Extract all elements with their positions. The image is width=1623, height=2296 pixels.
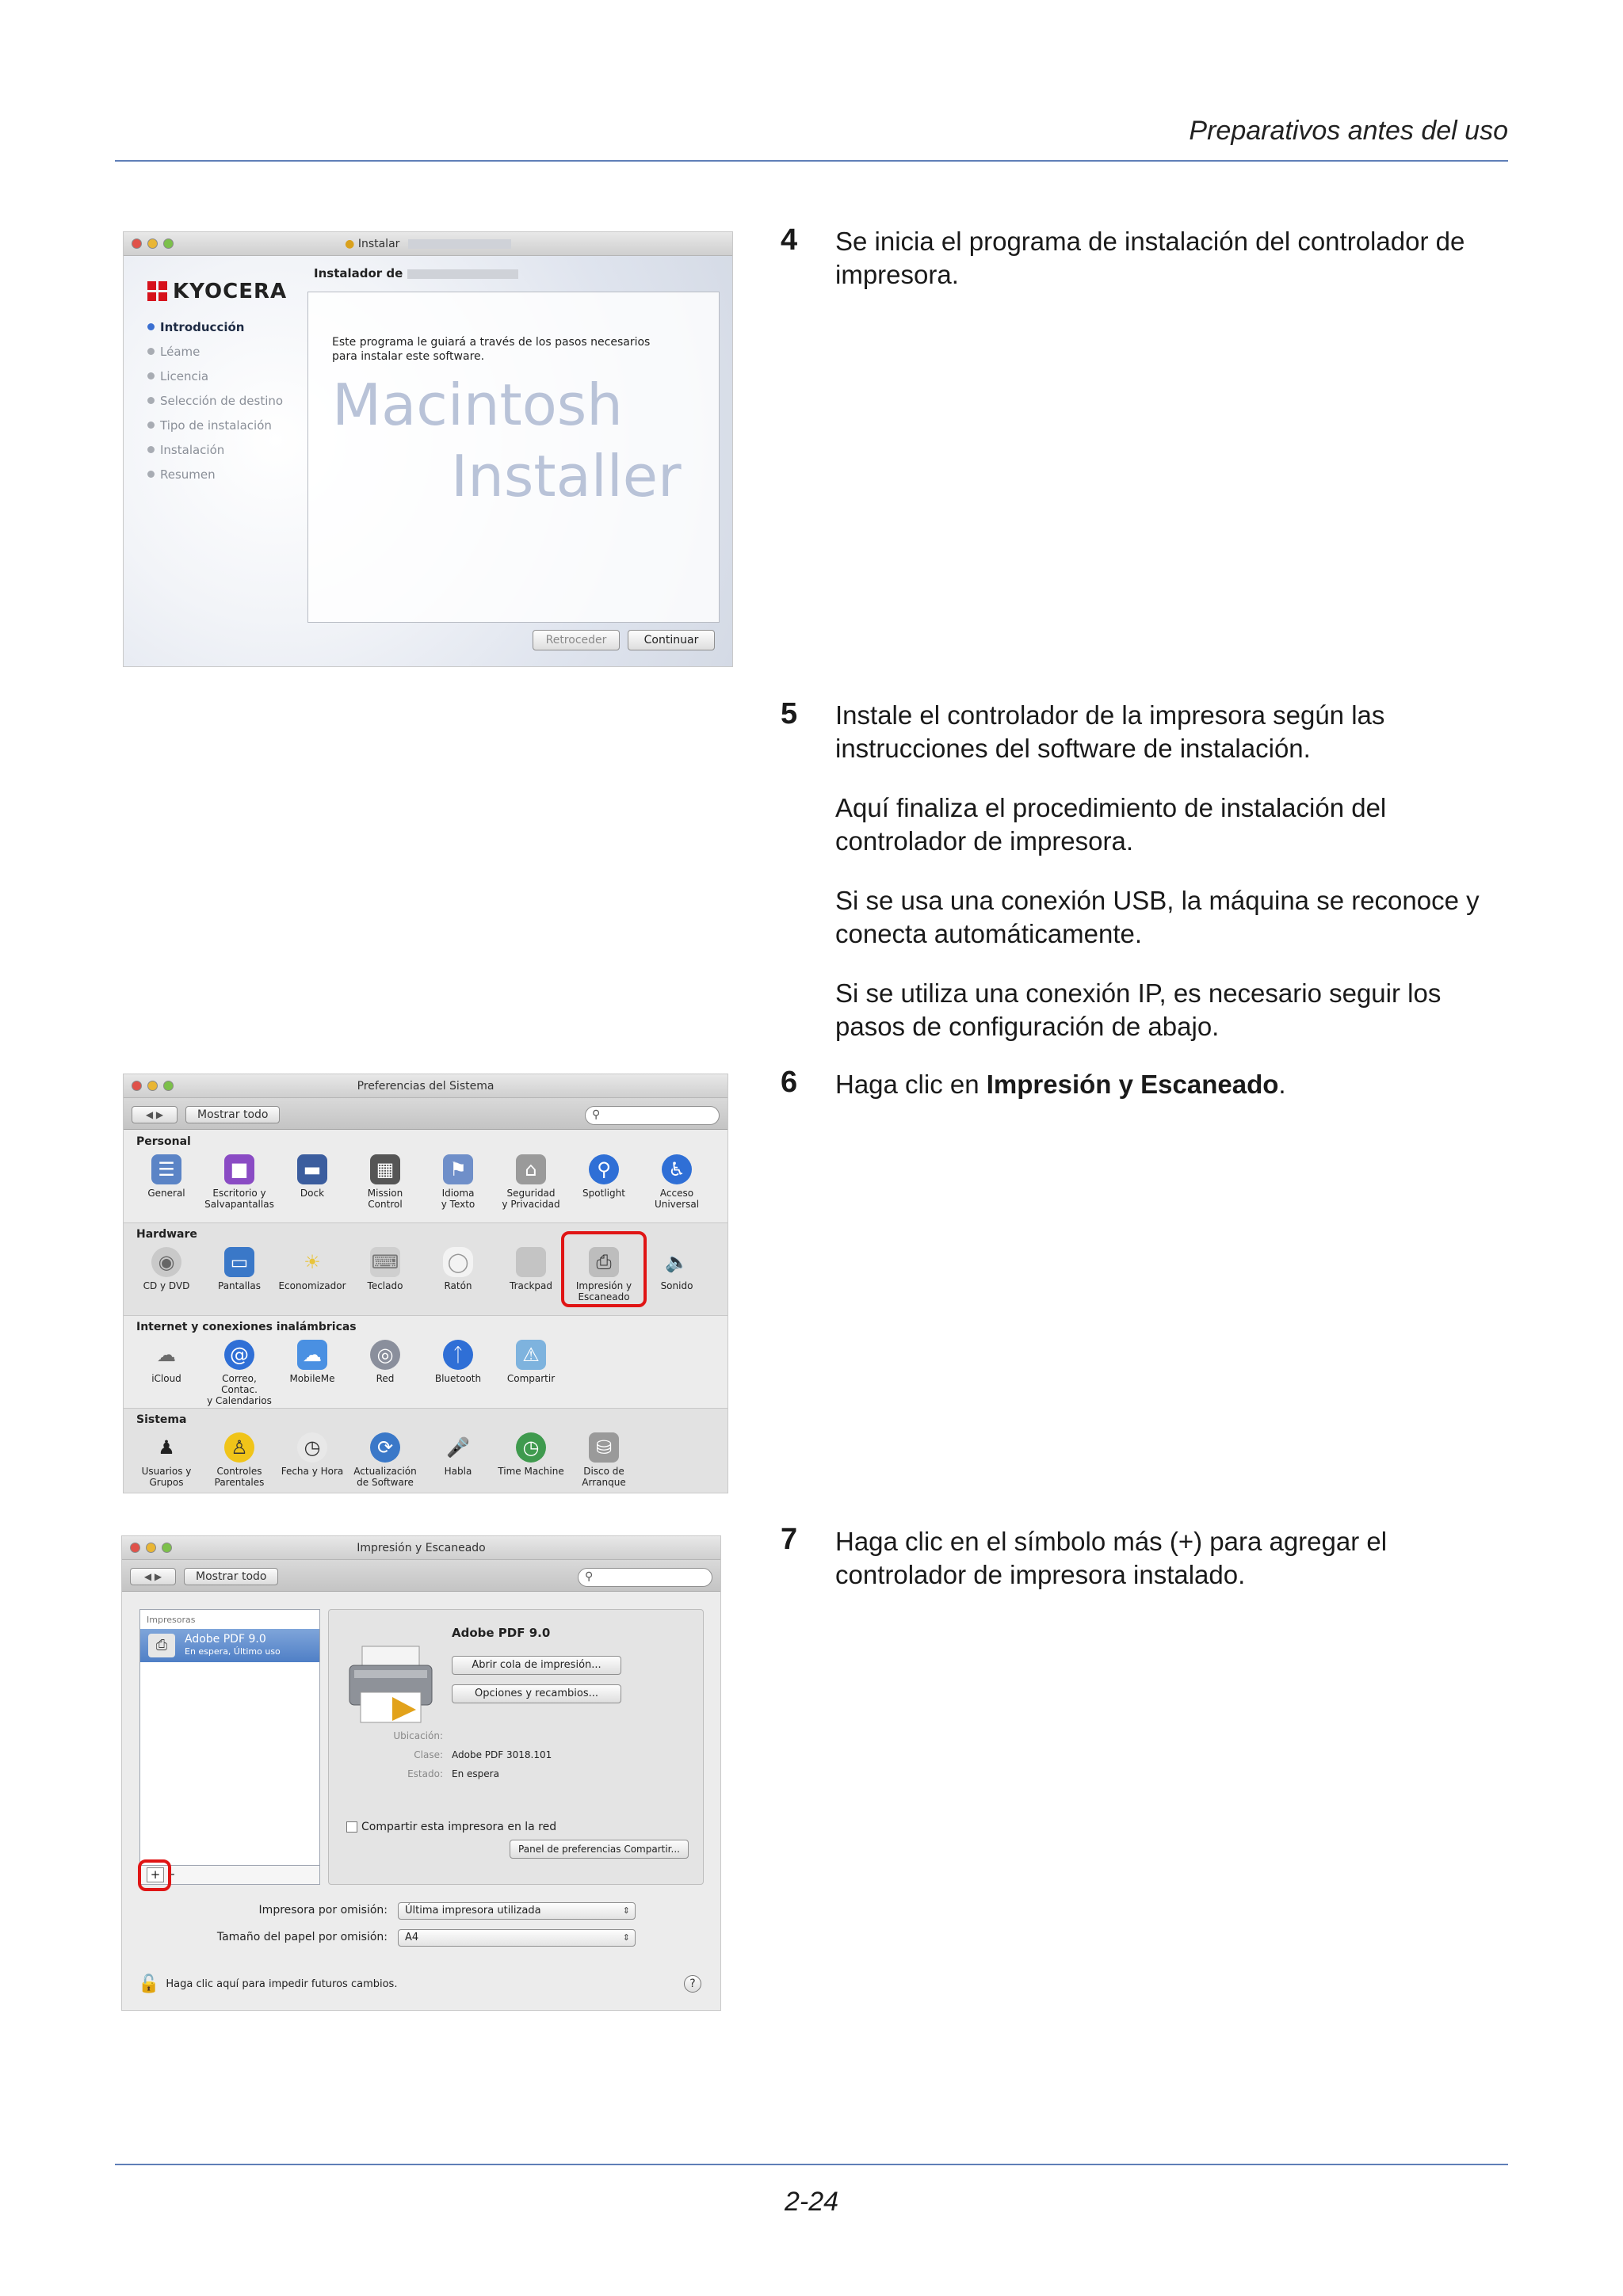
pref-spotlight[interactable]: ⚲ Spotlight	[567, 1154, 640, 1199]
back-forward-buttons[interactable]: ◀ ▶	[130, 1568, 176, 1585]
pref-mobileme[interactable]: ☁ MobileMe	[276, 1340, 349, 1384]
pref-mail[interactable]: @ Correo, Contac. y Calendarios	[203, 1340, 276, 1406]
mission-control-icon: ▦	[370, 1154, 400, 1184]
desktop-icon: ■	[224, 1154, 254, 1184]
cd-icon: ◉	[151, 1247, 181, 1277]
dock-icon: ▬	[297, 1154, 327, 1184]
section-hardware: Hardware ◉ CD y DVD ▭ Pantallas ☀ Economizador ⌨ Teclado ◯ Ratón ■ Trackpad ⎙ Impresión y Escaneado 🔈 Sonido	[124, 1223, 727, 1316]
updown-arrow-icon: ⇕	[622, 1932, 630, 1943]
sharing-folder-icon: ⚠	[516, 1340, 546, 1370]
pref-icloud[interactable]: ☁ iCloud	[130, 1340, 203, 1384]
step-text: Haga clic en Impresión y Escaneado.	[835, 1070, 1286, 1099]
installer-step: Léame	[147, 339, 283, 364]
pref-parental[interactable]: ♙ Controles Parentales	[203, 1432, 276, 1488]
clock-icon: ◷	[297, 1432, 327, 1463]
paper-size-label: Tamaño del papel por omisión:	[216, 1931, 388, 1943]
help-button[interactable]: ?	[684, 1975, 701, 1993]
pref-dock[interactable]: ▬ Dock	[276, 1154, 349, 1199]
show-all-button[interactable]: Mostrar todo	[184, 1568, 278, 1585]
pref-print-scan[interactable]: ⎙ Impresión y Escaneado	[567, 1247, 640, 1302]
installer-watermark-installer: Installer	[451, 443, 682, 509]
keyboard-icon: ⌨	[370, 1247, 400, 1277]
printer-image	[346, 1642, 435, 1729]
house-lock-icon: ⌂	[516, 1154, 546, 1184]
pref-mouse[interactable]: ◯ Ratón	[422, 1247, 495, 1291]
pref-users[interactable]: ♟ Usuarios y Grupos	[130, 1432, 203, 1488]
installer-step: Tipo de instalación	[147, 413, 283, 437]
class-label: Clase:	[414, 1749, 443, 1760]
default-printer-label: Impresora por omisión:	[258, 1904, 388, 1917]
section-internet: Internet y conexiones inalámbricas ☁ iCloud @ Correo, Contac. y Calendarios ☁ MobileMe ◎ Red ᛏ Bluetooth ⚠ Compartir	[124, 1316, 727, 1409]
pref-general[interactable]: ☰ General	[130, 1154, 203, 1199]
options-supplies-button[interactable]: Opciones y recambios...	[452, 1684, 621, 1703]
printer-list[interactable]	[139, 1609, 320, 1866]
pref-software-update[interactable]: ⟳ Actualización de Software	[349, 1432, 422, 1488]
installer-watermark-macintosh: Macintosh	[332, 372, 623, 438]
open-print-queue-button[interactable]: Abrir cola de impresión...	[452, 1656, 621, 1675]
step-text: Instale el controlador de la impresora según las instrucciones del software de instalación. Aquí finaliza el procedimiento de instalación del controlador de impresora. Si se usa una conexión USB, la máquina se reconoce y conecta automáticamente. Si se utiliza una conexión IP, es necesario seguir los pasos de configuración de abajo.	[835, 700, 1480, 1041]
paper-size-select[interactable]: A4 ⇕	[398, 1929, 636, 1947]
pref-sound[interactable]: 🔈 Sonido	[640, 1247, 713, 1291]
section-personal: Personal ☰ General ■ Escritorio y Salvapantallas ▬ Dock ▦ Mission Control ⚑ Idioma y Texto ⌂ Seguridad y Privacidad ⚲ Spotlight ♿ Acceso Universal	[124, 1131, 727, 1223]
installer-content-panel	[307, 292, 720, 623]
printer-icon: ⎙	[589, 1247, 619, 1277]
kyocera-logo: KYOCERA	[147, 280, 287, 303]
print-scan-window	[121, 1535, 721, 2011]
lock-icon: 🔓	[138, 1974, 160, 1994]
pref-cd-dvd[interactable]: ◉ CD y DVD	[130, 1247, 203, 1291]
lock-row[interactable]: 🔓 Haga clic aquí para impedir futuros cambios.	[138, 1974, 398, 1994]
page-number: 2-24	[784, 2187, 839, 2217]
print-scan-toolbar	[122, 1560, 720, 1592]
search-input[interactable]	[578, 1568, 712, 1587]
step-number: 4	[781, 223, 798, 257]
disk-icon: ⛁	[589, 1432, 619, 1463]
pref-network[interactable]: ◎ Red	[349, 1340, 422, 1384]
pref-speech[interactable]: 🎤 Habla	[422, 1432, 495, 1477]
search-icon: ⚲	[592, 1108, 601, 1121]
time-machine-icon: ◷	[516, 1432, 546, 1463]
step-number: 5	[781, 697, 798, 730]
system-preferences-window	[123, 1074, 728, 1493]
search-input[interactable]	[585, 1106, 720, 1125]
pref-energy[interactable]: ☀ Economizador	[276, 1247, 349, 1291]
remove-printer-button[interactable]: -	[170, 1867, 175, 1881]
installer-step: Introducción	[147, 315, 283, 339]
back-forward-buttons[interactable]: ◀ ▶	[132, 1106, 178, 1123]
sharing-preferences-button[interactable]: Panel de preferencias Compartir...	[510, 1840, 689, 1859]
pref-bluetooth[interactable]: ᛏ Bluetooth	[422, 1340, 495, 1384]
preferences-toolbar	[124, 1098, 727, 1130]
pref-time-machine[interactable]: ◷ Time Machine	[495, 1432, 567, 1477]
pref-date-time[interactable]: ◷ Fecha y Hora	[276, 1432, 349, 1477]
accessibility-icon: ♿	[662, 1154, 692, 1184]
installer-window	[123, 231, 733, 667]
default-printer-select[interactable]: Última impresora utilizada ⇕	[398, 1902, 636, 1920]
pref-mission-control[interactable]: ▦ Mission Control	[349, 1154, 422, 1210]
page-header-title: Preparativos antes del uso	[1189, 116, 1508, 146]
continue-button[interactable]: Continuar	[628, 630, 715, 650]
step-number: 7	[781, 1523, 798, 1556]
display-icon: ▭	[224, 1247, 254, 1277]
step-number: 6	[781, 1066, 798, 1099]
installer-window-title: ● Instalar	[124, 238, 732, 250]
step-text: Se inicia el programa de instalación del controlador de impresora.	[835, 227, 1465, 289]
printer-list-header: Impresoras	[147, 1615, 196, 1625]
pref-startup-disk[interactable]: ⛁ Disco de Arranque	[567, 1432, 640, 1488]
add-printer-button[interactable]: +	[147, 1867, 164, 1882]
bluetooth-icon: ᛏ	[443, 1340, 473, 1370]
state-label: Estado:	[407, 1768, 443, 1779]
parental-controls-icon: ♙	[224, 1432, 254, 1463]
preferences-body	[124, 1131, 727, 1493]
pref-security[interactable]: ⌂ Seguridad y Privacidad	[495, 1154, 567, 1210]
installer-heading: Instalador de	[314, 266, 518, 280]
blurred-text	[407, 269, 518, 279]
lightbulb-icon: ☀	[304, 1251, 321, 1273]
at-sign-icon: @	[224, 1340, 254, 1370]
pref-displays[interactable]: ▭ Pantallas	[203, 1247, 276, 1291]
installer-titlebar	[124, 232, 732, 256]
footer-rule	[115, 2164, 1508, 2165]
package-icon: ●	[345, 238, 355, 250]
updown-arrow-icon: ⇕	[622, 1905, 630, 1916]
installer-step: Resumen	[147, 462, 283, 486]
state-value: En espera	[452, 1768, 499, 1779]
printer-detail-panel	[328, 1609, 704, 1885]
software-update-icon: ⟳	[370, 1432, 400, 1463]
mobileme-icon: ☁	[297, 1340, 327, 1370]
installer-description: Este programa le guiará a través de los pasos necesarios para instalar este software.	[332, 336, 651, 363]
pref-language[interactable]: ⚑ Idioma y Texto	[422, 1154, 495, 1210]
general-icon: ☰	[151, 1154, 181, 1184]
pref-sharing[interactable]: ⚠ Compartir	[495, 1340, 567, 1384]
add-button-highlight	[138, 1859, 171, 1891]
installer-step: Selección de destino	[147, 388, 283, 413]
header-rule	[115, 160, 1508, 162]
spotlight-icon: ⚲	[589, 1154, 619, 1184]
installer-step: Licencia	[147, 364, 283, 388]
back-button[interactable]: Retroceder	[533, 630, 620, 650]
step-text: Haga clic en el símbolo más (+) para agregar el controlador de impresora instalado.	[835, 1527, 1388, 1589]
printer-list-item[interactable]: ⎙ Adobe PDF 9.0 En espera, Último uso	[140, 1629, 319, 1662]
print-scan-highlight	[561, 1231, 647, 1307]
cloud-icon: ☁	[157, 1344, 176, 1366]
globe-icon: ◎	[370, 1340, 400, 1370]
printer-detail-name: Adobe PDF 9.0	[452, 1626, 551, 1640]
language-icon: ⚑	[443, 1154, 473, 1184]
preferences-window-title: Preferencias del Sistema	[357, 1080, 495, 1093]
installer-step: Instalación	[147, 437, 283, 462]
kyocera-logo-mark	[147, 281, 168, 302]
class-value: Adobe PDF 3018.101	[452, 1749, 552, 1760]
users-icon: ♟	[158, 1436, 175, 1459]
pref-trackpad[interactable]: ■ Trackpad	[495, 1247, 567, 1291]
pref-accessibility[interactable]: ♿ Acceso Universal	[640, 1154, 713, 1210]
show-all-button[interactable]: Mostrar todo	[185, 1106, 280, 1123]
location-label: Ubicación:	[393, 1730, 443, 1741]
printer-icon: ⎙	[148, 1634, 175, 1657]
pref-desktop[interactable]: ■ Escritorio y Salvapantallas	[203, 1154, 276, 1210]
print-scan-titlebar	[122, 1536, 720, 1560]
trackpad-icon: ■	[516, 1247, 546, 1277]
section-system: Sistema ♟ Usuarios y Grupos ♙ Controles Parentales ◷ Fecha y Hora ⟳ Actualización de Software 🎤 Habla ◷ Time Machine ⛁ Disco de Arranque	[124, 1409, 727, 1493]
speaker-icon: 🔈	[665, 1251, 689, 1273]
installer-steps	[147, 315, 283, 486]
pref-keyboard[interactable]: ⌨ Teclado	[349, 1247, 422, 1291]
blurred-text	[408, 239, 511, 249]
mouse-icon: ◯	[443, 1247, 473, 1277]
share-printer-checkbox[interactable]: Compartir esta impresora en la red	[346, 1821, 556, 1833]
print-scan-window-title: Impresión y Escaneado	[357, 1542, 486, 1554]
microphone-icon: 🎤	[446, 1436, 470, 1459]
search-icon: ⚲	[585, 1570, 594, 1583]
preferences-titlebar	[124, 1074, 727, 1098]
